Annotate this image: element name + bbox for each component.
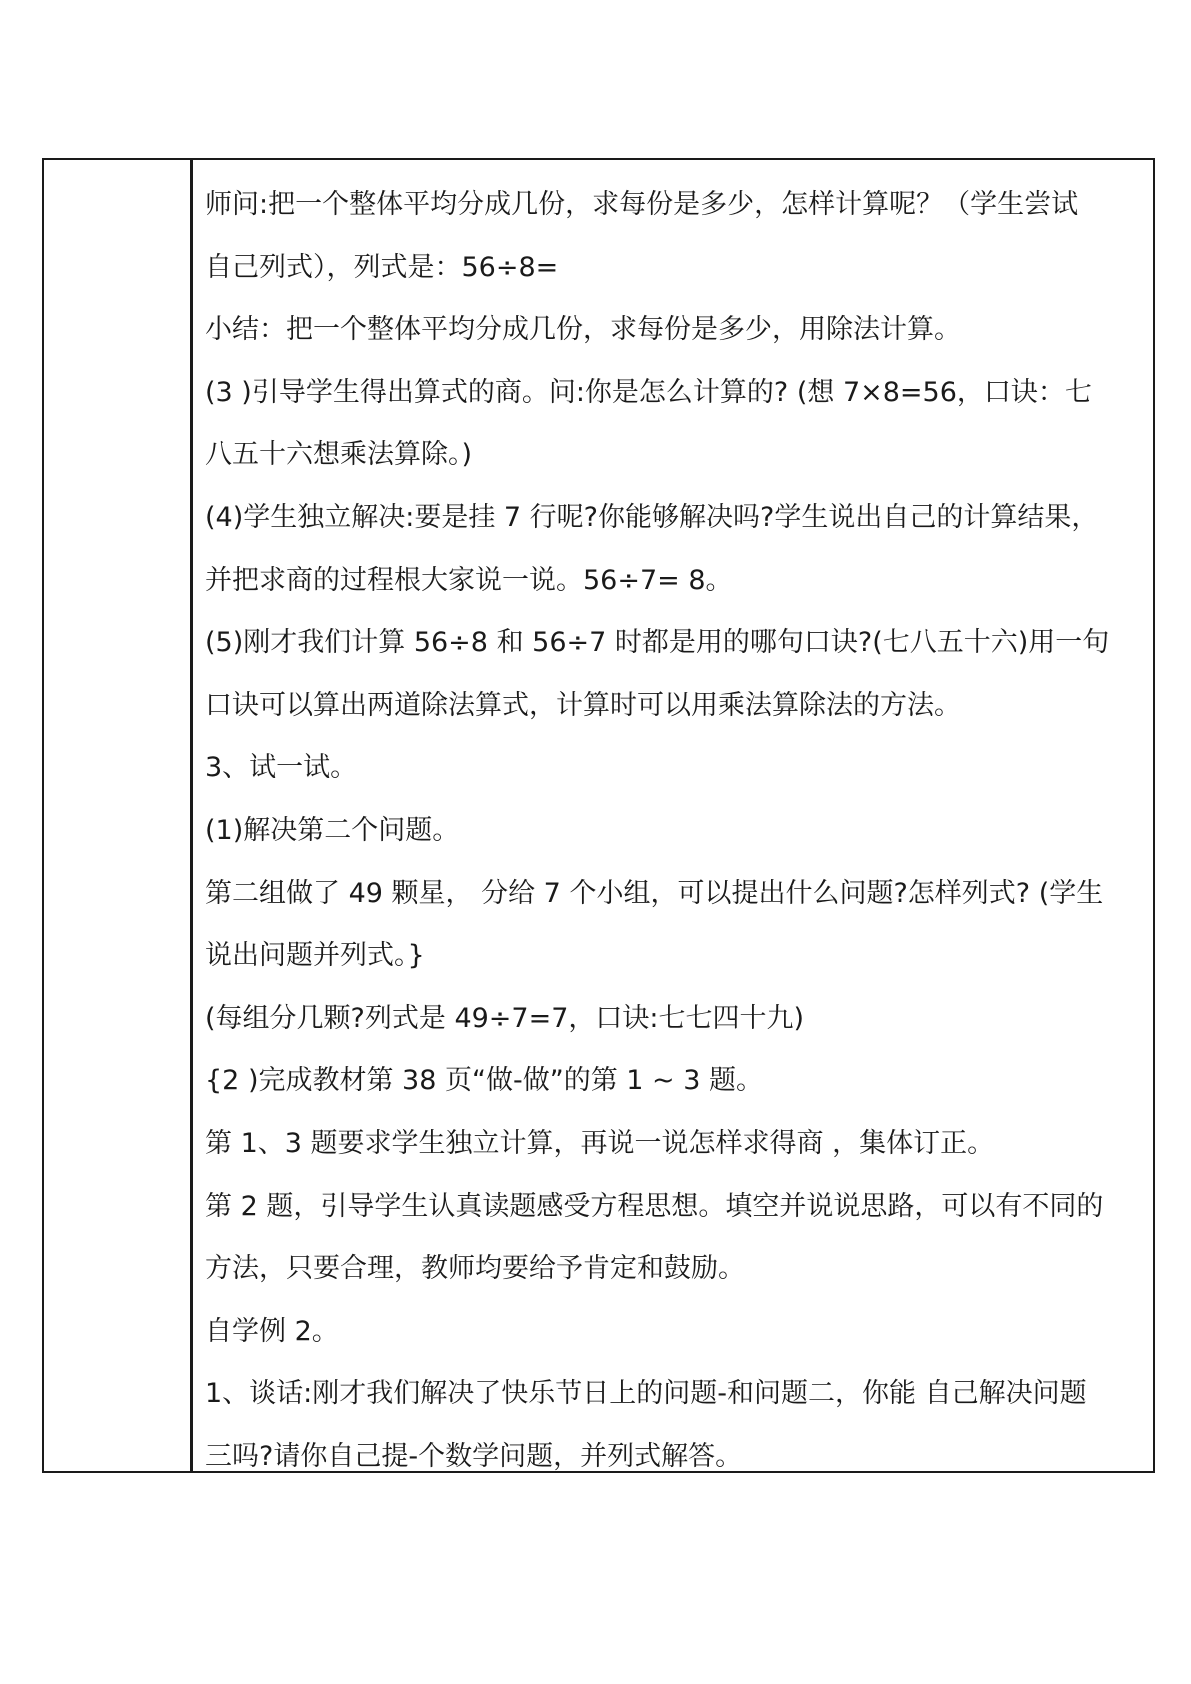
text-line: (3 )引导学生得出算式的商。问:你是怎么计算的? (想 7×8=56，口诀：七 (205, 376, 1092, 408)
text-line: 八五十六想乘法算除。) (205, 439, 473, 471)
text-line: 小结：把一个整体平均分成几份，求每份是多少，用除法计算。 (205, 314, 961, 346)
text-line: (每组分几颗?列式是 49÷7=7，口诀:七七四十九) (205, 1002, 805, 1034)
table-left-cell (44, 160, 193, 1471)
text-line: 自己列式），列式是：56÷8= (205, 251, 559, 283)
text-line: {2 )完成教材第 38 页“做-做”的第 1 ~ 3 题。 (205, 1065, 764, 1097)
text-line: 3、试一试。 (205, 752, 358, 784)
document-table (42, 158, 1155, 1473)
text-line: 口诀可以算出两道除法算式，计算时可以用乘法算除法的方法。 (205, 689, 961, 721)
text-line: 1、谈话:刚才我们解决了快乐节日上的问题-和问题二，你能 自己解决问题 (205, 1378, 1087, 1410)
text-line: 第 2 题，引导学生认真读题感受方程思想。填空并说说思路，可以有不同的 (205, 1190, 1104, 1222)
text-line: 第 1、3 题要求学生独立计算，再说一说怎样求得商 ，集体订正。 (205, 1127, 995, 1159)
text-line: 说出问题并列式。} (205, 940, 425, 972)
text-line: 自学例 2。 (205, 1315, 339, 1347)
table-content-cell (193, 160, 1153, 1471)
text-line: (1)解决第二个问题。 (205, 814, 460, 846)
text-line: (4)学生独立解决:要是挂 7 行呢?你能够解决吗?学生说出自己的计算结果， (205, 501, 1099, 533)
text-line: 并把求商的过程根大家说一说。56÷7= 8。 (205, 564, 733, 596)
text-line: 师问:把一个整体平均分成几份，求每份是多少，怎样计算呢？（学生尝试 (205, 189, 1079, 220)
text-line: (5)刚才我们计算 56÷8 和 56÷7 时都是用的哪句口诀?(七八五十六)用一句 (205, 627, 1110, 659)
text-line: 方法，只要合理，教师均要给予肯定和鼓励。 (205, 1253, 745, 1285)
text-line: 第二组做了 49 颗星， 分给 7 个小组，可以提出什么问题?怎样列式? (学生 (205, 877, 1104, 909)
text-line: 三吗?请你自己提-个数学问题，并列式解答。 (205, 1440, 743, 1472)
